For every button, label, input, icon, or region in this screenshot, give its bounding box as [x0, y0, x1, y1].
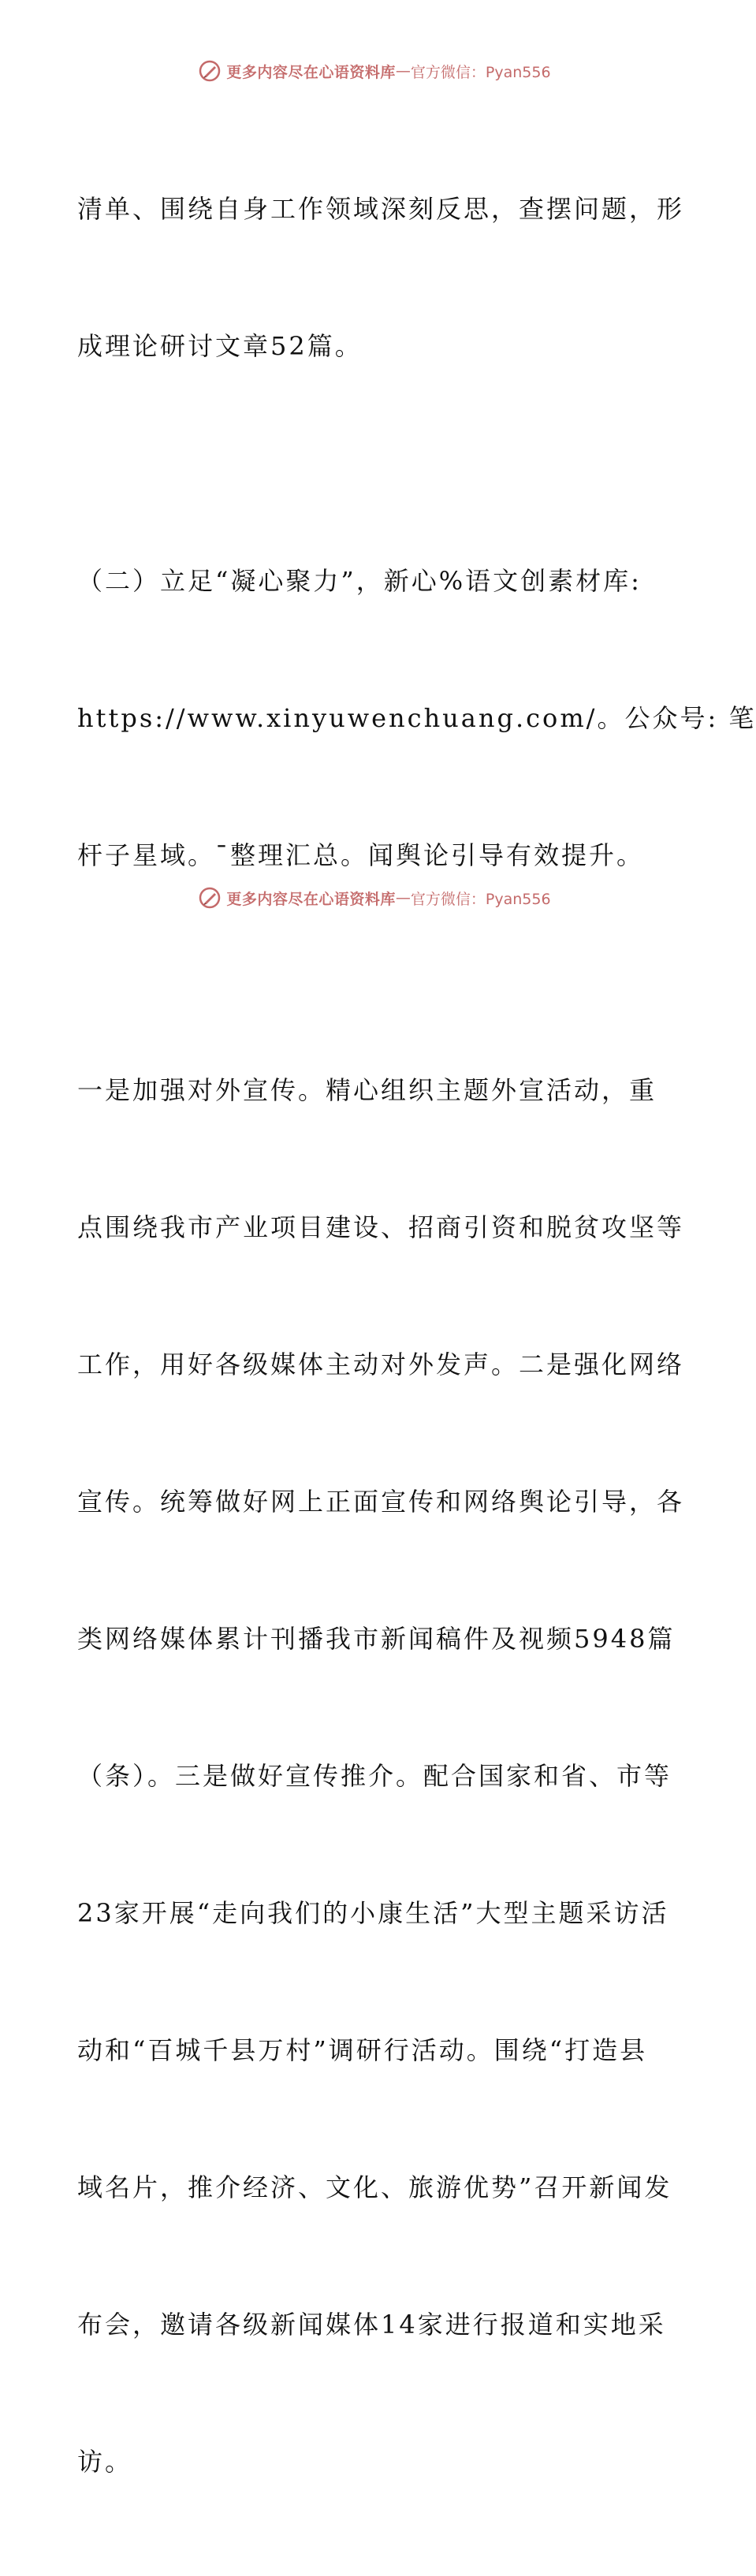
text-line: （条）。三是做好宣传推介。配合国家和省、市等	[77, 1761, 672, 1791]
text-line: （二）立足“凝心聚力”，新心%语文创素材库:	[77, 566, 642, 596]
document-body	[77, 95, 756, 2576]
banner-wechat-text: 官方微信：Pyan556	[410, 890, 551, 908]
text-line: https://www.xinyuwenchuang.com/。公众号: 笔	[77, 703, 756, 733]
text-line: 23家开展“走向我们的小康生活”大型主题采访活	[77, 1898, 669, 1928]
text-line: 宣传。统筹做好网上正面宣传和网络舆论引导，各	[77, 1487, 685, 1517]
text-line: 布会，邀请各级新闻媒体14家进行报道和实地采	[77, 2310, 666, 2340]
text-line: 成理论研讨文章52篇。	[77, 331, 363, 361]
text-line: 访。	[77, 2447, 133, 2477]
text-line: 域名片，推介经济、文化、旅游优势”召开新闻发	[77, 2172, 672, 2202]
header-watermark-banner	[0, 57, 749, 85]
text-line: 动和“百城千县万村”调研行活动。围绕“打造县	[77, 2035, 648, 2065]
text-line: 杆子星域。¯整理汇总。闻舆论引导有效提升。	[77, 840, 645, 870]
text-line: 工作，用好各级媒体主动对外发声。二是强化网络	[77, 1349, 685, 1379]
footer-watermark-banner	[0, 884, 749, 912]
pen-logo-icon	[198, 886, 222, 910]
banner-wechat-text: 官方微信：Pyan556	[410, 63, 551, 81]
text-line: 一是加强对外宣传。精心组织主题外宣活动，重	[77, 1075, 657, 1105]
text-line: 清单、围绕自身工作领域深刻反思，查摆问题，形	[77, 194, 685, 224]
text-line: 类网络媒体累计刊播我市新闻稿件及视频5948篇	[77, 1624, 676, 1654]
pen-logo-icon	[198, 59, 222, 83]
paragraph-1	[77, 95, 685, 460]
text-line: 点围绕我市产业项目建设、招商引资和脱贫攻坚等	[77, 1212, 685, 1242]
banner-site-text: 更多内容尽在心语资料库	[226, 63, 396, 81]
banner-site-text: 更多内容尽在心语资料库	[226, 890, 396, 908]
banner-separator: —	[395, 62, 411, 80]
banner-separator: —	[395, 889, 411, 906]
paragraph-3	[77, 976, 685, 2576]
